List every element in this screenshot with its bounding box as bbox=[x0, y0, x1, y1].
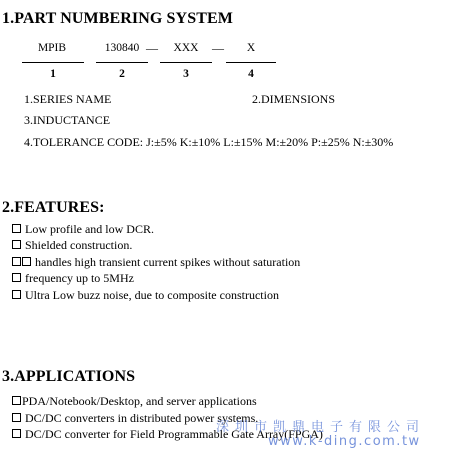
position-number: 2 bbox=[119, 68, 125, 80]
checkbox-icon bbox=[12, 257, 21, 266]
underline-dimensions bbox=[96, 62, 148, 63]
part-field-series: MPIB bbox=[37, 42, 67, 54]
position-number: 4 bbox=[248, 68, 254, 80]
legend-inductance: 3.INDUCTANCE bbox=[24, 113, 111, 127]
list-item: handles high transient current spikes without saturation bbox=[12, 255, 300, 270]
list-item: Shielded construction. bbox=[12, 238, 132, 253]
legend-tolerance bbox=[24, 135, 393, 150]
watermark-url: www.k-ding.com.tw bbox=[268, 434, 421, 449]
part-separator: — bbox=[212, 41, 224, 55]
list-item: frequency up to 5MHz bbox=[12, 271, 134, 286]
legend-series-name: 1.SERIES NAME bbox=[24, 92, 112, 106]
list-item: DC/DC converters in distributed power systems. bbox=[12, 411, 258, 426]
underline-tolerance bbox=[226, 62, 276, 63]
part-field-dimensions: 130840 bbox=[104, 42, 140, 54]
checkbox-icon bbox=[12, 224, 21, 233]
checkbox-icon bbox=[22, 257, 31, 266]
position-number: 1 bbox=[50, 68, 56, 80]
checkbox-icon bbox=[12, 413, 21, 422]
part-field-tolerance: X bbox=[246, 42, 256, 54]
list-item: Ultra Low buzz noise, due to composite construction bbox=[12, 288, 279, 303]
list-item: Low profile and low DCR. bbox=[12, 222, 154, 237]
part-field-inductance: XXX bbox=[173, 42, 199, 54]
checkbox-icon bbox=[12, 396, 21, 405]
tolerance-label: 4.TOLERANCE CODE: bbox=[24, 135, 144, 149]
checkbox-icon bbox=[12, 290, 21, 299]
list-item: PDA/Notebook/Desktop, and server applications bbox=[12, 394, 257, 409]
watermark-company-name: 深圳市凯鼎电子有限公司 bbox=[216, 420, 426, 435]
list-item: DC/DC converter for Field Programmable Gate Array(FPGA) bbox=[12, 427, 323, 442]
checkbox-icon bbox=[12, 240, 21, 249]
checkbox-icon bbox=[12, 273, 21, 282]
part-separator: — bbox=[146, 41, 158, 55]
tolerance-codes: J:±5% K:±10% L:±15% M:±20% P:±25% N:±30% bbox=[146, 135, 394, 149]
section-heading-part-numbering: 1.PART NUMBERING SYSTEM bbox=[2, 10, 233, 27]
underline-series bbox=[22, 62, 84, 63]
legend-dimensions: 2.DIMENSIONS bbox=[252, 92, 336, 106]
section-heading-applications: 3.APPLICATIONS bbox=[2, 368, 136, 385]
position-number: 3 bbox=[183, 68, 189, 80]
checkbox-icon bbox=[12, 429, 21, 438]
underline-inductance bbox=[160, 62, 212, 63]
section-heading-features: 2.FEATURES: bbox=[2, 199, 105, 216]
